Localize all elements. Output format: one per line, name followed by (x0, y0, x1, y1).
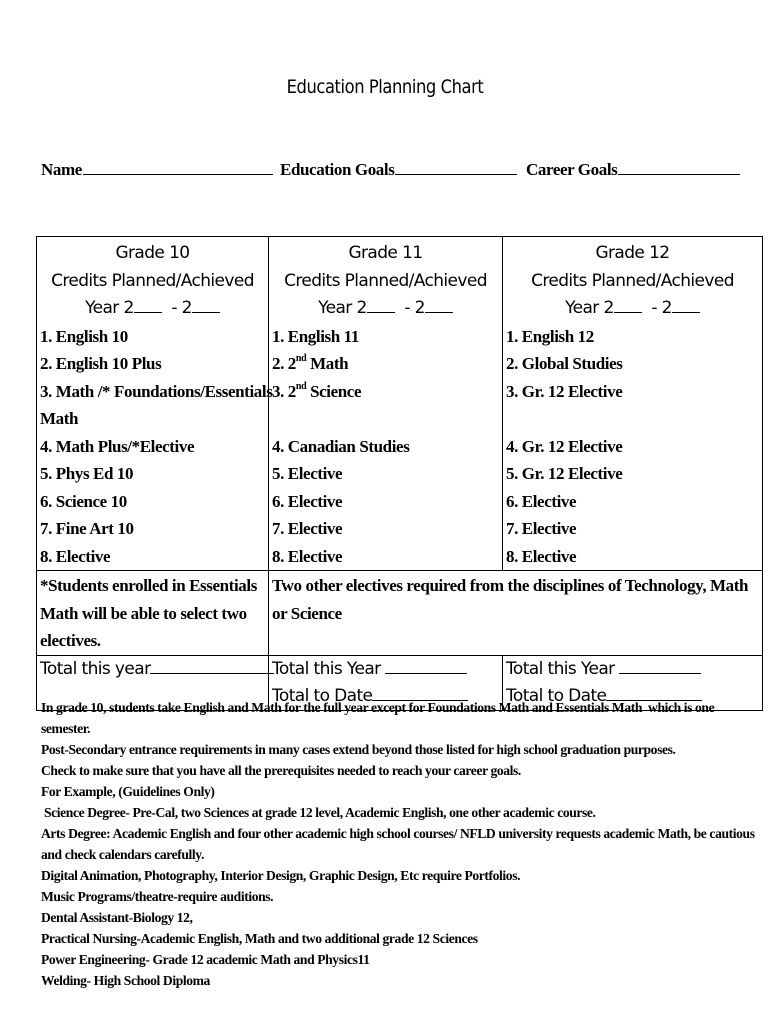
note-line: Welding- High School Diploma (41, 973, 210, 988)
notes-row (37, 571, 763, 656)
note-line: Arts Degree: Academic English and four other academic high school courses/ NFLD university requests academic Math, be cautious and check calendars carefully. (41, 826, 758, 862)
goals-fields (0, 160, 770, 184)
grade-10-credits: Credits Planned/Achieved (51, 270, 254, 291)
grade-10-total-blank[interactable] (150, 661, 274, 674)
note-line: For Example, (Guidelines Only) (41, 784, 215, 799)
grade-header-row (37, 237, 763, 323)
page-title: Education Planning Chart (286, 76, 484, 98)
grade-11-total-to-date-label: Total to Date (272, 685, 373, 706)
career-goals-label: Career Goals (526, 160, 618, 179)
grade-11-title: Grade 11 (348, 243, 423, 263)
list-item: 8. Elective (506, 546, 577, 566)
note-line: In grade 10, students take English and Math for the full year except for Foundations Math and Essentials Math which is one semester. (41, 700, 718, 736)
grade-10-year-end-blank[interactable] (192, 298, 220, 313)
name-blank[interactable] (83, 160, 273, 175)
list-item: 5. Phys Ed 10 (40, 464, 134, 483)
list-item: 3. 2nd Science (272, 380, 362, 401)
grade-12-year-start-blank[interactable] (614, 298, 642, 313)
list-item: 1. English 11 (272, 326, 359, 346)
list-item: 2. 2nd Math (272, 353, 349, 373)
education-goals-field[interactable] (280, 160, 517, 180)
list-item: 2. Global Studies (506, 354, 623, 373)
list-item: 4. Gr. 12 Elective (506, 436, 623, 456)
grade-10-year-start-blank[interactable] (134, 298, 162, 313)
list-item: Math (40, 409, 79, 428)
grade-12-courses (503, 323, 763, 571)
electives-note: Two other electives required from the disciplines of Technology, Math or Science (269, 571, 763, 656)
list-item: 7. Elective (506, 519, 577, 538)
list-item: 6. Elective (506, 491, 577, 511)
note-line: Practical Nursing-Academic English, Math and two additional grade 12 Sciences (41, 931, 478, 946)
list-item: 5. Elective (272, 464, 343, 483)
list-item-spacer (272, 405, 499, 433)
grade-11-header (269, 237, 503, 323)
grade-12-total-blank[interactable] (619, 661, 701, 674)
list-item: 2. English 10 Plus (40, 354, 162, 373)
grade-11-courses (269, 323, 503, 571)
list-item: 3. Gr. 12 Elective (506, 381, 623, 401)
list-item: 7. Fine Art 10 (40, 519, 134, 538)
grade-12-title: Grade 12 (595, 243, 670, 263)
list-item: 6. Elective (272, 491, 343, 511)
education-goals-blank[interactable] (395, 160, 517, 175)
grade-12-total-label: Total this Year (506, 658, 615, 679)
list-item: 8. Elective (272, 546, 343, 566)
list-item: 7. Elective (272, 519, 343, 538)
grade-10-courses (37, 323, 273, 571)
grade-10-title: Grade 10 (115, 243, 190, 263)
name-field[interactable] (41, 160, 273, 180)
career-goals-field[interactable] (526, 160, 740, 180)
essentials-math-note: *Students enrolled in Essentials Math will be able to select two electives. (37, 571, 269, 656)
grade-11-year: Year 2 - 2 (272, 295, 499, 323)
ordinal-suffix: nd (295, 353, 307, 364)
grade-10-year: Year 2 - 2 (40, 295, 265, 323)
grade-12-credits: Credits Planned/Achieved (531, 270, 734, 291)
note-line: Music Programs/theatre-require auditions. (41, 889, 274, 904)
note-line: Power Engineering- Grade 12 academic Math and Physics11 (41, 952, 370, 967)
note-line: Post-Secondary entrance requirements in many cases extend beyond those listed for high school graduation purposes. (41, 742, 676, 757)
note-line: Check to make sure that you have all the prerequisites needed to reach your career goals. (41, 763, 521, 778)
list-item: 1. English 10 (40, 326, 128, 346)
name-label: Name (41, 160, 82, 179)
list-item: 3. Math /* Foundations/Essentials (40, 381, 273, 401)
note-line: Digital Animation, Photography, Interior Design, Graphic Design, Etc require Portfolios. (41, 868, 521, 883)
list-item: 8. Elective (40, 546, 111, 566)
grade-12-year: Year 2 - 2 (506, 295, 759, 323)
list-item: 4. Canadian Studies (272, 436, 410, 456)
grade-11-year-end-blank[interactable] (425, 298, 453, 313)
guidelines-notes (41, 697, 756, 991)
grade-12-header (503, 237, 763, 323)
career-goals-blank[interactable] (618, 160, 740, 175)
list-item: 5. Gr. 12 Elective (506, 464, 623, 483)
note-line: Science Degree- Pre-Cal, two Sciences at grade 12 level, Academic English, one other academic course. (41, 805, 596, 820)
grade-12-year-end-blank[interactable] (672, 298, 700, 313)
ordinal-suffix: nd (295, 380, 307, 392)
grade-10-header (37, 237, 269, 323)
note-line: Dental Assistant-Biology 12, (41, 910, 193, 925)
list-item: 4. Math Plus/*Elective (40, 436, 195, 456)
courses-row (37, 323, 763, 571)
planning-table (36, 236, 763, 711)
grade-12-total-to-date-label: Total to Date (506, 685, 607, 706)
list-item: 6. Science 10 (40, 491, 127, 511)
education-goals-label: Education Goals (280, 160, 395, 179)
grade-10-total-label: Total this year (40, 658, 151, 679)
list-item-spacer (506, 405, 759, 433)
list-item: 1. English 12 (506, 326, 594, 346)
grade-11-credits: Credits Planned/Achieved (284, 270, 487, 291)
grade-11-total-blank[interactable] (385, 661, 467, 674)
grade-11-total-label: Total this Year (272, 658, 381, 679)
grade-11-year-start-blank[interactable] (367, 298, 395, 313)
